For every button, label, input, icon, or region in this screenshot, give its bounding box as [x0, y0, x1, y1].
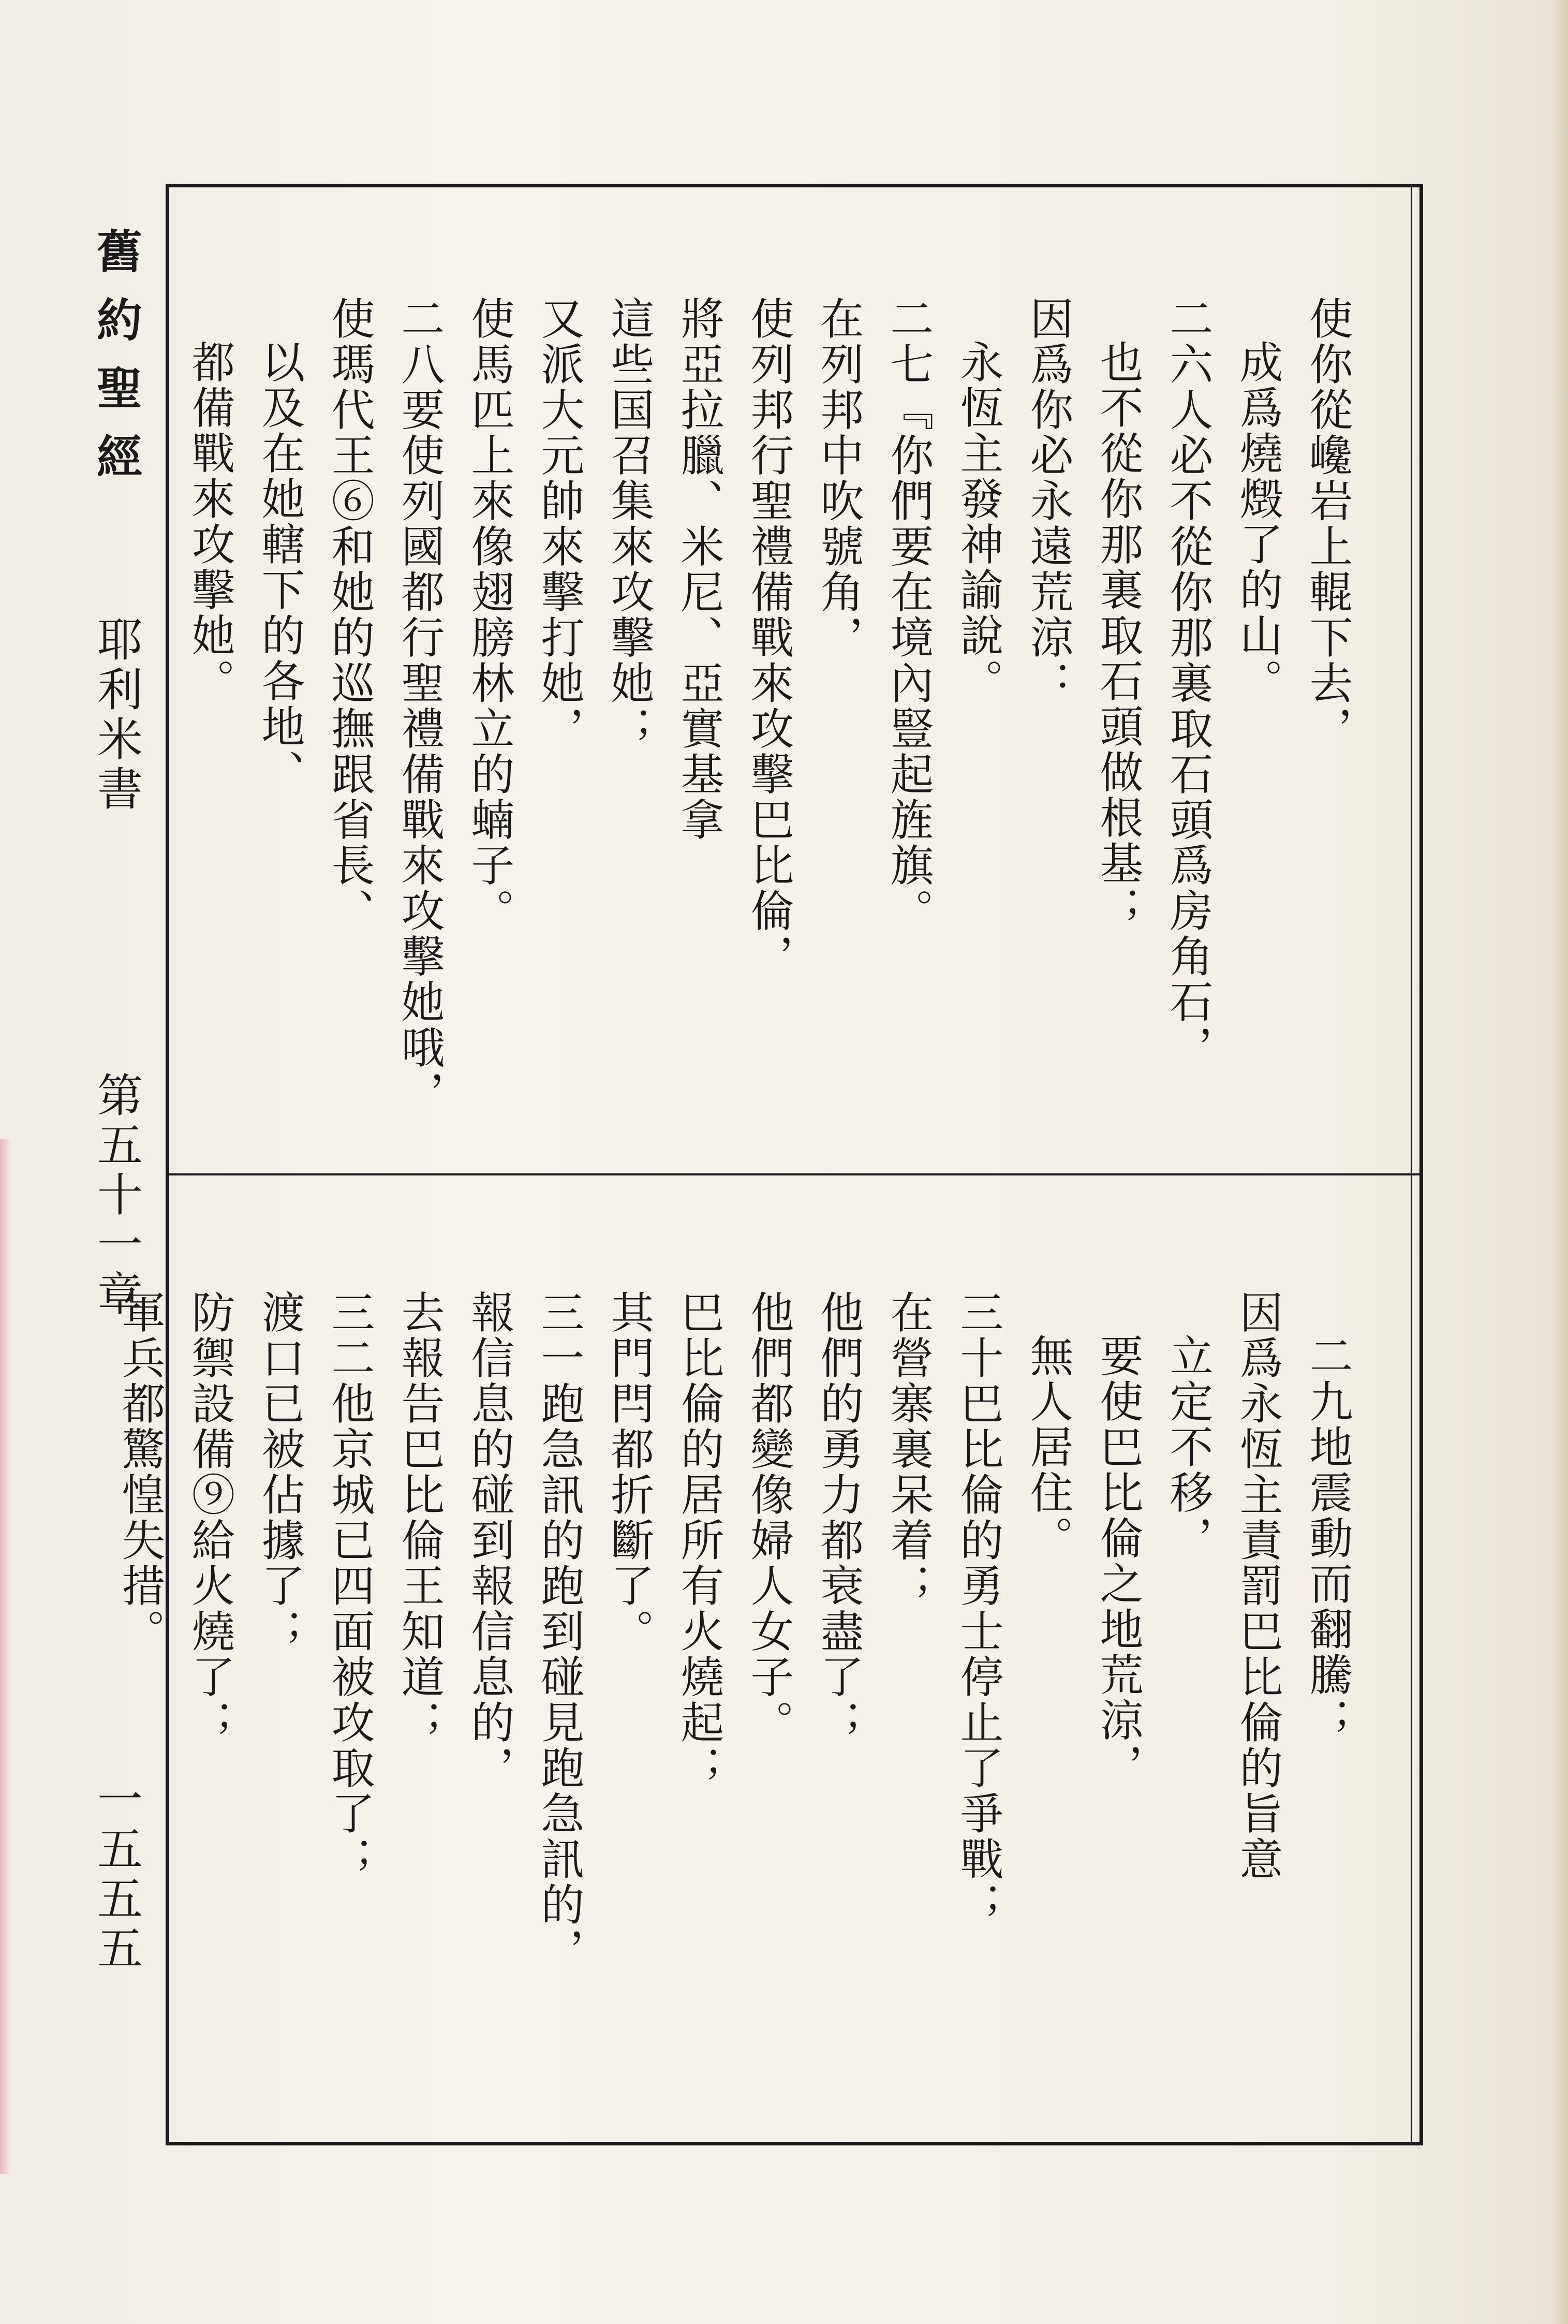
- verse-line: 二六人必不從你那裏取石頭爲房角石，: [1163, 296, 1214, 1070]
- verse-line: 他們的勇力都衰盡了；: [813, 1290, 864, 1745]
- verse-line: 立定不移，: [1163, 1333, 1214, 1561]
- verse-line: 三十巴比倫的勇士停止了爭戰；: [953, 1290, 1004, 1928]
- verse-line: 都備戰來攻擊她。: [185, 340, 235, 704]
- verse-line: 巴比倫的居所有火燒起；: [674, 1290, 724, 1791]
- verse-line: 使馬匹上來像翅膀林立的蝻子。: [464, 296, 515, 934]
- verse-line: 去報告巴比倫王知道；: [394, 1290, 445, 1745]
- verse-line: 因爲永恆主責罰巴比倫的旨意: [1233, 1290, 1283, 1882]
- page-binding-edge: [1552, 0, 1568, 2324]
- verse-line: 他們都變像婦人女子。: [744, 1290, 794, 1745]
- verse-line: 成爲燒燬了的山。: [1233, 340, 1283, 704]
- book-title: 舊約聖經: [90, 228, 143, 501]
- book-name: 耶利米書: [90, 616, 143, 815]
- verse-line: 防禦設備⑨給火燒了；: [185, 1290, 235, 1745]
- verse-line: 使列邦行聖禮備戰來攻擊巴比倫，: [744, 296, 794, 979]
- verse-line: 也不從你那裏取石頭做根基；: [1093, 340, 1144, 932]
- verse-line: 三二他京城已四面被攻取了；: [324, 1290, 375, 1882]
- verse-line: 使瑪代王⑥和她的巡撫跟省長、: [324, 296, 375, 934]
- verse-line: 使你從巉岩上輥下去，: [1303, 296, 1353, 752]
- verse-line: 渡口已被佔據了；: [255, 1290, 305, 1654]
- verse-line: 又派大元帥來擊打她，: [534, 296, 585, 752]
- page-edge-stain: [0, 1139, 11, 2174]
- frame-inner-rule: [1411, 187, 1412, 2142]
- verse-line: 將亞拉臘、米尼、亞實基拿: [674, 296, 724, 843]
- verse-line: 無人居住。: [1023, 1333, 1074, 1561]
- page-number: 一五五五: [90, 1775, 143, 1974]
- verse-line: 在列邦中吹號角，: [813, 296, 864, 660]
- verse-line: 其門閂都折斷了。: [604, 1290, 655, 1654]
- verse-line: 三一跑急訊的跑到碰見跑急訊的，: [534, 1290, 585, 1973]
- verse-line: 二九地震動而翻騰；: [1303, 1333, 1353, 1743]
- chapter-label: 第五十一章: [90, 1071, 143, 1320]
- verse-line: 要使巴比倫之地荒涼，: [1093, 1333, 1144, 1789]
- verse-line: 永恆主發神諭說。: [953, 340, 1004, 704]
- verse-line: 以及在她轄下的各地、: [255, 340, 305, 795]
- upper-verse-block: [175, 296, 1363, 1150]
- verse-line: 因爲你必永遠荒涼：: [1023, 296, 1074, 706]
- lower-verse-block: [105, 1290, 1363, 2118]
- verse-line: 軍兵都驚惶失措。: [115, 1290, 166, 1654]
- section-divider: [169, 1173, 1419, 1175]
- verse-line: 在營寨裏呆着；: [883, 1290, 934, 1609]
- verse-line: 這些国召集來攻擊她；: [604, 296, 655, 752]
- verse-line: 二七『你們要在境內豎起旌旗。: [883, 296, 934, 934]
- verse-line: 二八要使列國都行聖禮備戰來攻擊她哦，: [394, 296, 445, 1116]
- verse-line: 報信息的碰到報信息的，: [464, 1290, 515, 1791]
